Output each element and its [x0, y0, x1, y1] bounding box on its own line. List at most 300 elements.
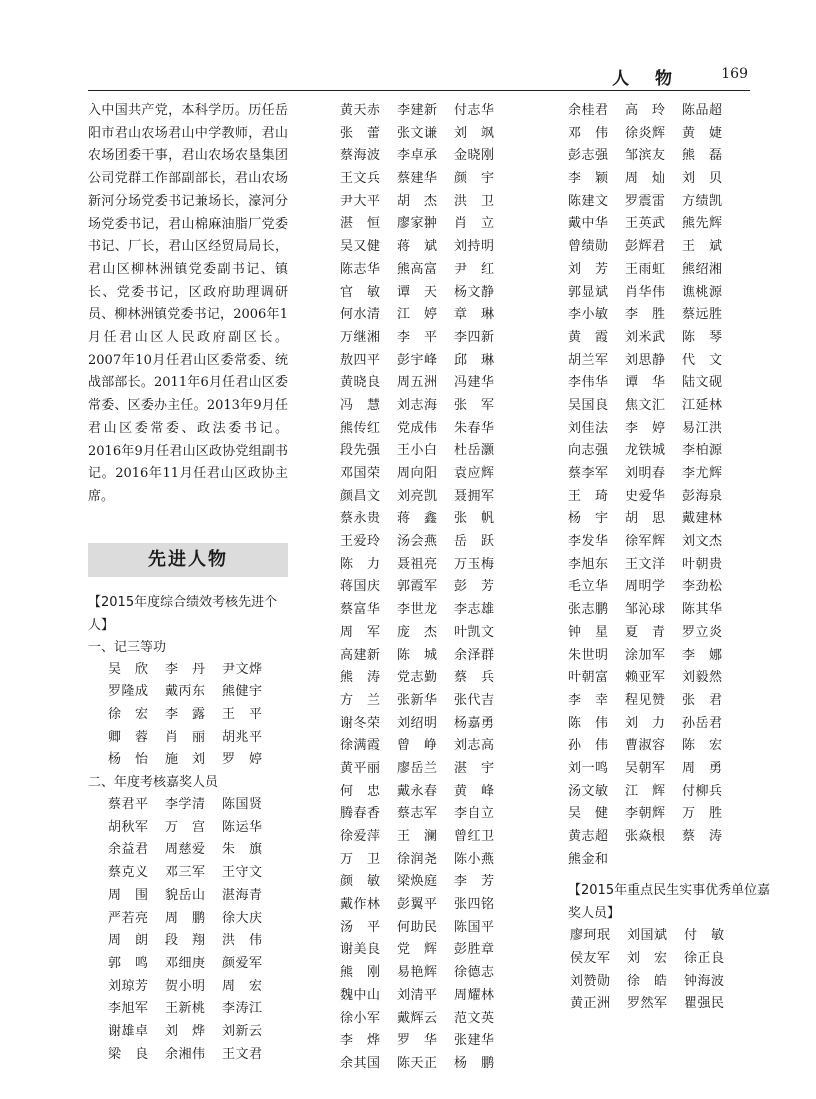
name-row	[340, 259, 540, 282]
person-name: 李伟华	[568, 375, 609, 391]
person-name: 刘 贝	[682, 171, 723, 187]
name-row	[340, 440, 540, 463]
person-name: 蔡富华	[340, 602, 381, 618]
person-name: 蔡克义	[108, 865, 149, 881]
person-name: 蔡远胜	[682, 307, 723, 323]
name-row	[568, 508, 773, 531]
award-subheading: 二、年度考核嘉奖人员	[88, 775, 219, 791]
person-name: 戴永春	[397, 783, 438, 799]
person-name: 何水清	[340, 307, 381, 323]
name-row	[568, 100, 773, 123]
person-name: 黄正洲	[570, 996, 611, 1012]
person-name: 程见赞	[625, 692, 666, 708]
name-row	[88, 727, 288, 750]
person-name: 周 勇	[682, 760, 723, 776]
person-name: 孙 伟	[568, 738, 609, 754]
person-name: 戴作林	[340, 897, 381, 913]
person-name: 李学清	[165, 797, 206, 813]
name-row	[568, 486, 773, 509]
name-row	[568, 781, 773, 804]
person-name: 李涛江	[222, 1001, 263, 1017]
person-name: 向志强	[568, 443, 609, 459]
name-row	[340, 1030, 540, 1053]
name-row	[568, 145, 773, 168]
person-name: 王文洋	[625, 556, 666, 572]
person-name: 江 辉	[625, 783, 666, 799]
award-subheading: 一、记三等功	[88, 639, 167, 655]
person-name: 汤 平	[340, 919, 381, 935]
name-row	[340, 871, 540, 894]
section-banner: 先进人物	[88, 543, 288, 577]
person-name: 熊传红	[340, 420, 381, 436]
name-row	[568, 372, 773, 395]
person-name: 岳 跃	[454, 534, 495, 550]
person-name: 付志华	[454, 103, 495, 118]
name-row	[568, 758, 773, 781]
person-name: 戴中华	[568, 216, 609, 232]
person-name: 刘米武	[625, 329, 666, 345]
person-name: 谢冬荣	[340, 715, 381, 731]
name-row	[568, 531, 773, 554]
person-name: 彭海泉	[682, 488, 723, 504]
person-name: 章 琳	[454, 307, 495, 323]
person-name: 郭霞军	[397, 579, 438, 595]
person-name: 李 芳	[454, 874, 495, 890]
person-name: 李旭东	[568, 556, 609, 572]
person-name: 朱春华	[454, 420, 495, 436]
person-name: 黄平丽	[340, 760, 381, 776]
person-name: 邓 伟	[568, 125, 609, 141]
name-row	[340, 781, 540, 804]
person-name: 罗 婷	[222, 752, 263, 768]
person-name: 邓国荣	[340, 466, 381, 481]
person-name: 罗立炎	[682, 624, 723, 640]
person-name: 张志鹏	[568, 602, 609, 618]
person-name: 尹文烨	[222, 661, 263, 677]
person-name: 戴建林	[682, 511, 723, 527]
person-name: 易江洪	[682, 420, 723, 436]
person-name: 党志勤	[397, 670, 438, 686]
person-name: 熊高富	[397, 261, 438, 277]
person-name: 高建新	[340, 647, 381, 663]
name-row	[568, 576, 773, 599]
name-row	[88, 839, 288, 862]
person-name: 刘 芳	[568, 261, 609, 277]
name-row	[340, 713, 540, 736]
person-name: 余桂君	[568, 103, 609, 118]
person-name: 史爱华	[625, 488, 666, 504]
name-row	[340, 1008, 540, 1031]
name-row	[88, 998, 288, 1021]
person-name: 杜岳灏	[454, 443, 495, 459]
person-name: 代 文	[682, 352, 723, 368]
name-row	[568, 554, 773, 577]
person-name: 刘明春	[625, 466, 666, 481]
name-row	[568, 690, 773, 713]
person-name: 李小敏	[568, 307, 609, 323]
person-name: 赖亚军	[625, 670, 666, 686]
person-name: 杨文静	[454, 284, 495, 300]
person-name: 陈运华	[222, 819, 263, 835]
person-name: 李 烨	[340, 1033, 381, 1049]
person-name: 刘 烨	[165, 1023, 206, 1039]
person-name: 瞿强民	[684, 996, 725, 1012]
name-row	[88, 704, 288, 727]
person-name: 陈志华	[340, 261, 381, 277]
person-name: 李建新	[397, 103, 438, 118]
person-name: 陈建文	[568, 193, 609, 209]
person-name: 曾绩勋	[568, 239, 609, 255]
person-name: 龙铁城	[625, 443, 666, 459]
person-name: 熊绍湘	[682, 261, 723, 277]
person-name: 周 鹏	[165, 910, 206, 926]
name-row	[340, 622, 540, 645]
name-row	[568, 735, 773, 758]
name-row	[568, 713, 773, 736]
person-name: 余泽群	[454, 647, 495, 663]
name-row	[88, 953, 288, 976]
person-name: 邓三军	[165, 865, 206, 881]
person-name: 王英武	[625, 216, 666, 232]
person-name: 方绩凯	[682, 193, 723, 209]
name-row	[340, 213, 540, 236]
person-name: 朱世明	[568, 647, 609, 663]
name-row	[568, 282, 773, 305]
person-name: 彭胜章	[454, 942, 495, 958]
person-name: 陈其华	[682, 602, 723, 618]
person-name: 段先强	[340, 443, 381, 459]
name-row	[340, 100, 540, 123]
name-row	[568, 191, 773, 214]
person-name: 方 兰	[340, 692, 381, 708]
person-name: 熊先辉	[682, 216, 723, 232]
person-name: 余湘伟	[165, 1046, 206, 1062]
name-row	[340, 939, 540, 962]
person-name: 谯桃源	[682, 284, 723, 300]
name-row	[568, 803, 773, 826]
name-row	[340, 372, 540, 395]
name-row	[568, 925, 773, 948]
person-name: 吴朝军	[625, 760, 666, 776]
person-name: 万 卫	[340, 851, 381, 867]
name-row	[568, 304, 773, 327]
person-name: 邱 琳	[454, 352, 495, 368]
person-name: 王文君	[222, 1046, 263, 1062]
name-list	[340, 100, 540, 1076]
person-name: 刘绍明	[397, 715, 438, 731]
person-name: 王 平	[222, 707, 263, 723]
person-name: 付柳兵	[682, 783, 723, 799]
person-name: 黄 婕	[682, 125, 723, 141]
person-name: 彭翼平	[397, 897, 438, 913]
person-name: 杨 宇	[568, 511, 609, 527]
name-row	[568, 599, 773, 622]
person-name: 洪 伟	[222, 933, 263, 949]
name-row	[340, 599, 540, 622]
person-name: 胡兆平	[222, 729, 263, 745]
name-row	[568, 622, 773, 645]
column-right	[568, 100, 773, 1016]
person-name: 杨 怡	[108, 752, 149, 768]
person-name: 聂祖亮	[397, 556, 438, 572]
person-name: 周向阳	[397, 466, 438, 481]
person-name: 易艳辉	[397, 965, 438, 981]
person-name: 梁 良	[108, 1046, 149, 1062]
person-name: 陈国平	[454, 919, 495, 935]
name-row	[568, 971, 773, 994]
name-row	[568, 667, 773, 690]
person-name: 王爱玲	[340, 534, 381, 550]
name-row	[568, 418, 773, 441]
person-name: 陈 力	[340, 556, 381, 572]
person-name: 万玉梅	[454, 556, 495, 572]
person-name: 叶凯文	[454, 624, 495, 640]
name-row	[340, 327, 540, 350]
person-name: 王雨虹	[625, 261, 666, 277]
person-name: 周 围	[108, 887, 149, 903]
person-name: 刘持明	[454, 239, 495, 255]
person-name: 李发华	[568, 534, 609, 550]
name-row	[568, 849, 773, 872]
person-name: 蔡君平	[108, 797, 149, 813]
person-name: 胡 思	[625, 511, 666, 527]
person-name: 黄晓良	[340, 375, 381, 391]
person-name: 李旭军	[108, 1001, 149, 1017]
person-name: 金晓刚	[454, 148, 495, 164]
name-row	[568, 123, 773, 146]
person-name: 洪 卫	[454, 193, 495, 209]
person-name: 付 敏	[684, 928, 725, 944]
person-name: 余益君	[108, 842, 149, 858]
person-name: 焦文汇	[625, 397, 666, 413]
person-name: 李卓承	[397, 148, 438, 164]
person-name: 施 刘	[165, 752, 206, 768]
person-name: 周慈爱	[165, 842, 206, 858]
name-row	[340, 645, 540, 668]
name-row	[568, 826, 773, 849]
name-row	[88, 930, 288, 953]
person-name: 范文英	[454, 1010, 495, 1026]
name-row	[340, 191, 540, 214]
person-name: 周 灿	[625, 171, 666, 187]
person-name: 张 帆	[454, 511, 495, 527]
name-row	[88, 1044, 288, 1067]
person-name: 蔡 兵	[454, 670, 495, 686]
person-name: 肖 立	[454, 216, 495, 232]
name-list	[568, 925, 773, 1016]
person-name: 王文兵	[340, 171, 381, 187]
name-row	[568, 948, 773, 971]
person-name: 卿 蓉	[108, 729, 149, 745]
name-row	[568, 463, 773, 486]
name-row	[340, 894, 540, 917]
person-name: 刘清平	[397, 987, 438, 1003]
person-name: 李 露	[165, 707, 206, 723]
person-name: 邓细庚	[165, 955, 206, 971]
person-name: 吴又健	[340, 239, 381, 255]
person-name: 刘思静	[625, 352, 666, 368]
person-name: 谭 天	[397, 284, 438, 300]
person-name: 夏 青	[625, 624, 666, 640]
person-name: 李世龙	[397, 602, 438, 618]
award-title: 【2015年重点民生实事优秀单位嘉奖人员】	[568, 883, 771, 922]
person-name: 熊健宇	[222, 684, 263, 700]
person-name: 吴 欣	[108, 661, 149, 677]
person-name: 貌岳山	[165, 887, 206, 903]
person-name: 刘赞勋	[570, 973, 611, 989]
name-row	[88, 862, 288, 885]
person-name: 江延林	[682, 397, 723, 413]
person-name: 张 蕾	[340, 125, 381, 141]
name-row	[340, 123, 540, 146]
person-name: 徐润尧	[397, 851, 438, 867]
person-name: 熊 磊	[682, 148, 723, 164]
person-name: 周耀林	[454, 987, 495, 1003]
person-name: 徐军辉	[625, 534, 666, 550]
person-name: 蒋国庆	[340, 579, 381, 595]
person-name: 邹滨友	[625, 148, 666, 164]
person-name: 张建华	[454, 1033, 495, 1049]
person-name: 万 宫	[165, 819, 206, 835]
name-row	[568, 645, 773, 668]
person-name: 周明学	[625, 579, 666, 595]
person-name: 刘志高	[454, 738, 495, 754]
person-name: 曾 峥	[397, 738, 438, 754]
person-name: 张 君	[682, 692, 723, 708]
name-row	[340, 418, 540, 441]
name-row	[340, 531, 540, 554]
person-name: 郭显斌	[568, 284, 609, 300]
person-name: 李 平	[397, 329, 438, 345]
person-name: 江 婷	[397, 307, 438, 323]
name-row	[340, 282, 540, 305]
person-name: 庞 杰	[397, 624, 438, 640]
person-name: 刘毅然	[682, 670, 723, 686]
person-name: 刘亮凯	[397, 488, 438, 504]
person-name: 张代吉	[454, 692, 495, 708]
person-name: 周 朗	[108, 933, 149, 949]
name-row	[340, 145, 540, 168]
person-name: 肖 丽	[165, 729, 206, 745]
person-name: 李 丹	[165, 661, 206, 677]
person-name: 周 宏	[222, 978, 263, 994]
person-name: 蔡志军	[397, 806, 438, 822]
name-row	[340, 962, 540, 985]
person-name: 尹大平	[340, 193, 381, 209]
person-name: 李 幸	[568, 692, 609, 708]
person-name: 涂加军	[625, 647, 666, 663]
name-row	[88, 681, 288, 704]
person-name: 熊 涛	[340, 670, 381, 686]
name-row	[88, 908, 288, 931]
person-name: 蒋 鑫	[397, 511, 438, 527]
name-row	[340, 826, 540, 849]
person-name: 刘文杰	[682, 534, 723, 550]
person-name: 彭宇峰	[397, 352, 438, 368]
name-row	[340, 690, 540, 713]
person-name: 李 颖	[568, 171, 609, 187]
person-name: 廖家翀	[397, 216, 438, 232]
person-name: 何 忠	[340, 783, 381, 799]
page-header	[88, 58, 750, 91]
person-name: 徐炎辉	[625, 125, 666, 141]
person-name: 李劲松	[682, 579, 723, 595]
person-name: 蔡 涛	[682, 829, 723, 844]
person-name: 徐满霞	[340, 738, 381, 754]
person-name: 李 胜	[625, 307, 666, 323]
person-name: 颜 敏	[340, 874, 381, 890]
person-name: 王 澜	[397, 829, 438, 844]
person-name: 刘新云	[222, 1023, 263, 1039]
person-name: 万 胜	[682, 806, 723, 822]
person-name: 陈 宏	[682, 738, 723, 754]
person-name: 王守文	[222, 865, 263, 881]
person-name: 陆文砚	[682, 375, 723, 391]
award-title: 【2015年度综合绩效考核先进个人】	[88, 594, 278, 633]
name-row	[340, 758, 540, 781]
person-name: 王新桃	[165, 1001, 206, 1017]
person-name: 谢美良	[340, 942, 381, 958]
name-row	[340, 1053, 540, 1076]
person-name: 徐大庆	[222, 910, 263, 926]
name-row	[568, 440, 773, 463]
name-row	[88, 794, 288, 817]
person-name: 彭辉君	[625, 239, 666, 255]
person-name: 李 婷	[625, 420, 666, 436]
person-name: 杨嘉勇	[454, 715, 495, 731]
person-name: 党成伟	[397, 420, 438, 436]
person-name: 黄天赤	[340, 103, 381, 118]
person-name: 罗隆成	[108, 684, 149, 700]
person-name: 徐小军	[340, 1010, 381, 1026]
person-name: 侯友军	[570, 951, 611, 967]
person-name: 黄 霞	[568, 329, 609, 345]
person-name: 李朝辉	[625, 806, 666, 822]
person-name: 叶朝富	[568, 670, 609, 686]
person-name: 湛 宇	[454, 760, 495, 776]
person-name: 徐正良	[684, 951, 725, 967]
name-row	[340, 667, 540, 690]
person-name: 魏中山	[340, 987, 381, 1003]
name-row	[340, 554, 540, 577]
name-list	[568, 100, 773, 871]
column-left	[88, 100, 288, 1066]
name-row	[88, 976, 288, 999]
person-name: 戴辉云	[397, 1010, 438, 1026]
person-name: 肖华伟	[625, 284, 666, 300]
person-name: 刘佳法	[568, 420, 609, 436]
person-name: 徐 皓	[627, 973, 668, 989]
person-name: 吴国良	[568, 397, 609, 413]
biography-paragraph: 入中国共产党，本科学历。历任岳阳市君山农场君山中学教师，君山农场团委干事，君山农场农垦集团公司党群工作部副部长，君山农场新河分场党委书记兼场长，濠河分场党委书记，君山棉麻油脂厂党委书记、厂长，君山区经贸局局长，君山区柳林洲镇党委副书记、镇长、党委书记，区政府助理调研员、柳林洲镇党委书记，2006年1月任君山区人民政府副区长。2007年10月任君山区委常委、统战部部长。2011年6月任君山区委常委、区委办主任。2013年9月任君山区委常委、政法委书记。2016年9月任君山区政协党组副书记。2016年11月任君山区政协主席。	[88, 103, 288, 504]
name-list	[88, 659, 288, 772]
person-name: 谭 华	[625, 375, 666, 391]
person-name: 黄 峰	[454, 783, 495, 799]
name-row	[340, 735, 540, 758]
person-name: 廖珂珉	[570, 928, 611, 944]
person-name: 李志雄	[454, 602, 495, 618]
person-name: 刘 飒	[454, 125, 495, 141]
person-name: 汤会燕	[397, 534, 438, 550]
person-name: 陈小燕	[454, 851, 495, 867]
person-name: 官 敏	[340, 284, 381, 300]
person-name: 聂拥军	[454, 488, 495, 504]
name-row	[340, 236, 540, 259]
name-row	[340, 508, 540, 531]
person-name: 高 玲	[625, 103, 666, 118]
person-name: 周五洲	[397, 375, 438, 391]
person-name: 汤文敏	[568, 783, 609, 799]
